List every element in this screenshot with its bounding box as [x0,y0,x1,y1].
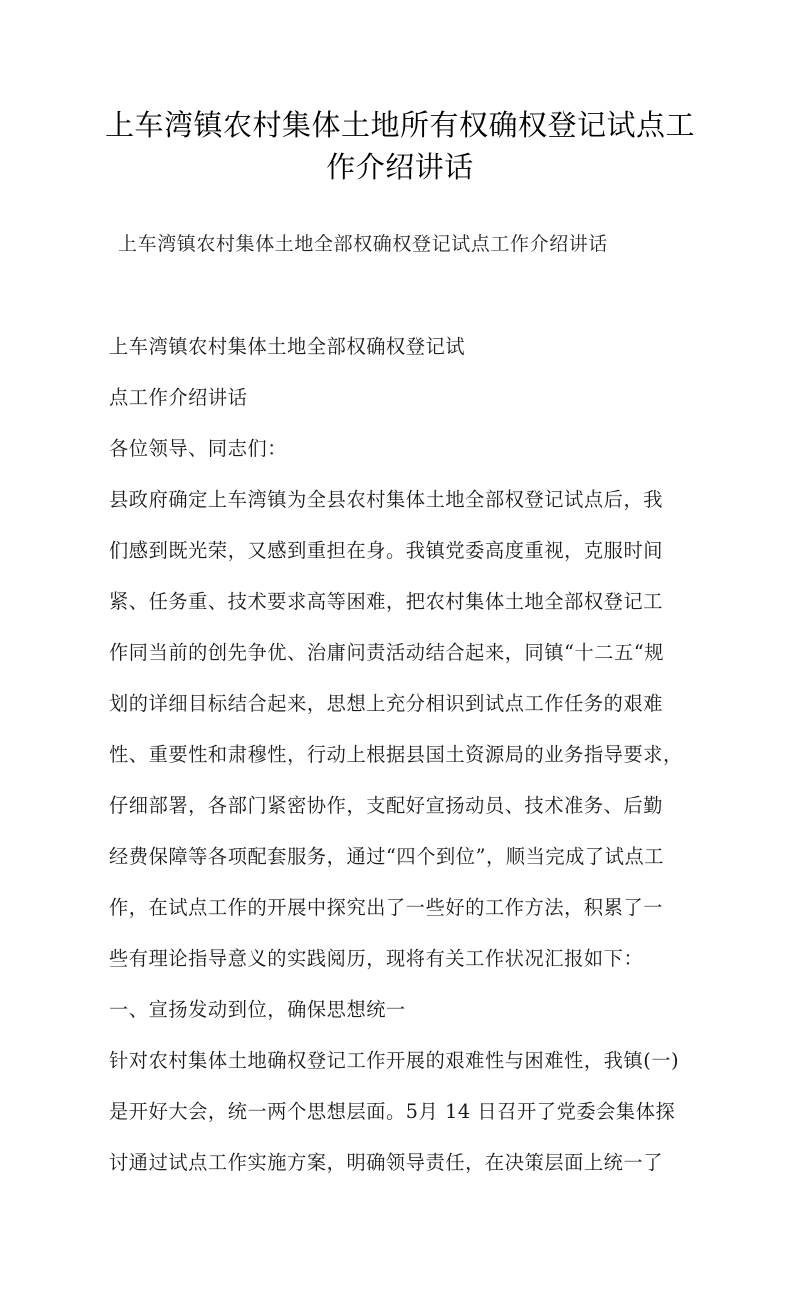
body-line: 紧、任务重、技术要求高等困难，把农村集体土地全部权登记工 [109,590,664,613]
body-line: 经费保障等各项配套服务，通过“四个到位”，顺当完成了试点工 [109,845,665,868]
body-line: 们感到既光荣，又感到重担在身。我镇党委高度重视，克服时间 [109,539,664,562]
body-line: 些有理论指导意义的实践阅历，现将有关工作状况汇报如下： [109,947,644,970]
body-line: 性、重要性和肃穆性，行动上根据县国土资源局的业务指导要求， [109,743,683,766]
body-line: 讨通过试点工作实施方案，明确领导责任，在决策层面上统一了 [109,1151,664,1174]
body-line: 作同当前的创先争优、治庸问责活动结合起来，同镇“十二五“规 [109,641,665,664]
body-line: 作，在试点工作的开展中探究出了一些好的工作方法，积累了一 [109,896,664,919]
body-line: 仔细部署，各部门紧密协作，支配好宣扬动员、技术准务、后勤 [109,794,664,817]
section-heading: 一、宣扬发动到位，确保思想统一 [109,998,406,1021]
title-line-2: 作介绍讲话 [326,150,474,184]
body-line: 针对农村集体土地确权登记工作开展的艰难性与困难性，我镇(一) [109,1049,680,1072]
document-subtitle: 上车湾镇农村集体土地全部权确权登记试点工作介绍讲话 [118,233,609,255]
body-line: 县政府确定上车湾镇为全县农村集体土地全部权登记试点后，我 [109,488,664,511]
body-line: 上车湾镇农村集体土地全部权确权登记试 [109,335,466,358]
body-line: 划的详细目标结合起来，思想上充分相识到试点工作任务的艰难 [109,692,664,715]
body-line: 点工作介绍讲话 [109,386,248,409]
body-line: 各位领导、同志们： [109,437,288,460]
document-title [60,104,740,188]
body-line: 是开好大会，统一两个思想层面。5月 14 日召开了党委会集体探 [109,1100,676,1123]
title-line-1: 上车湾镇农村集体土地所有权确权登记试点工 [104,108,695,142]
document-body [109,330,699,1197]
